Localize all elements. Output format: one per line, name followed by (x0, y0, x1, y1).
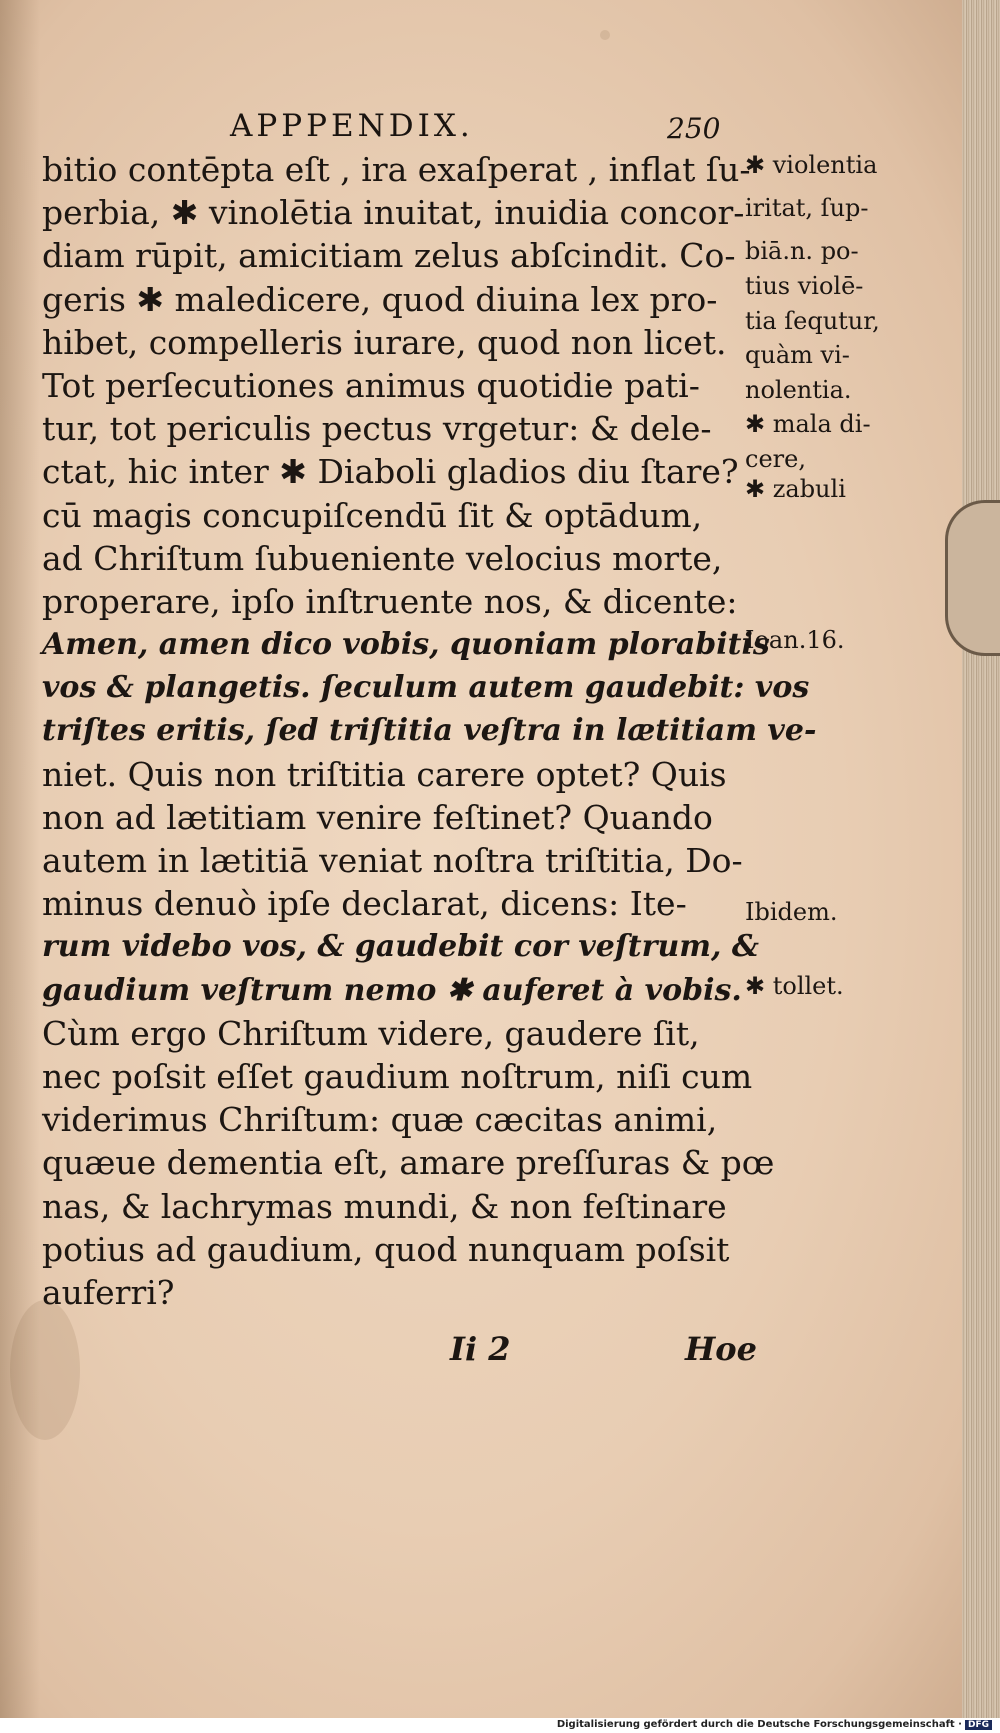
digitization-credit (557, 1719, 992, 1730)
text-line: ad Chriſtum ſubueniente velocius morte, (42, 538, 723, 578)
margin-note: iritat, ſup- (745, 194, 869, 223)
text-line: auferri? (42, 1272, 175, 1312)
text-line: non ad lætitiam venire feſtinet? Quando (42, 797, 713, 837)
text-line: minus denuò ipſe declarat, dicens: Ite- (42, 884, 687, 924)
text-line: potius ad gaudium, quod nunquam poſsit (42, 1229, 730, 1269)
margin-note: biā.n. po- (745, 237, 859, 266)
margin-note: ✱ violentia (745, 151, 878, 179)
signature-mark: Ii 2 (450, 1330, 511, 1368)
ink-spot (600, 30, 610, 40)
clasp-mark (945, 500, 1000, 656)
text-line: nas, & lachrymas mundi, & non feſtinare (42, 1186, 727, 1226)
text-line: hibet, compelleris iurare, quod non licet. (42, 322, 727, 362)
text-line: viderimus Chriſtum: quæ cæcitas animi, (42, 1100, 718, 1140)
text-line: Cùm ergo Chriſtum videre, gaudere ſit, (42, 1013, 700, 1053)
credit-text: Digitalisierung gefördert durch die Deutsche Forschungsgemeinschaft · (556, 1719, 962, 1730)
text-line: Amen, amen dico vobis, quoniam plorabitis (42, 627, 770, 663)
text-line: tur, tot periculis pectus vrgetur: & dele- (42, 409, 712, 449)
text-line: perbia, ✱ vinolētia inuitat, inuidia concor- (42, 193, 745, 233)
text-line: bitio contēpta eſt , ira exaſperat , inflat ſu- (42, 150, 751, 189)
margin-note: ✱ mala di- (745, 410, 871, 439)
text-line: triſtes eritis, ſed triſtitia veſtra in lætitiam ve- (42, 713, 817, 749)
margin-note: tius violē- (745, 271, 864, 300)
page-fore-edge (962, 0, 1000, 1718)
margin-note: ✱ tollet. (745, 971, 844, 1000)
text-line: rum videbo vos, & gaudebit cor veſtrum, & (42, 929, 759, 965)
text-line: Tot perſecutiones animus quotidie pati- (42, 365, 700, 405)
text-line: vos & plangetis. ſeculum autem gaudebit: vos (42, 670, 810, 706)
margin-note: tia ſequtur, (745, 306, 880, 335)
stain (10, 1300, 80, 1440)
margin-note: nolentia. (745, 375, 852, 404)
text-line: autem in lætitiā veniat noſtra triſtitia, Do- (42, 841, 743, 880)
page-number: 250 (667, 112, 721, 145)
margin-note: Ibidem. (745, 898, 838, 927)
text-line: ctat, hic inter ✱ Diaboli gladios diu ſtare? (42, 452, 739, 492)
catchword: Hoe (685, 1330, 757, 1368)
text-line: nec poſsit eſſet gaudium noſtrum, niſi cum (42, 1056, 753, 1096)
margin-note: ✱ zabuli (745, 475, 846, 503)
margin-note: Ioan.16. (745, 626, 845, 655)
text-line: niet. Quis non triſtitia carere optet? Quis (42, 754, 727, 794)
text-line: gaudium veſtrum nemo ✱ auferet à vobis. (42, 972, 742, 1008)
spine-shadow (0, 0, 40, 1718)
text-line: properare, ipſo inſtruente nos, & dicente: (42, 581, 738, 621)
margin-note: cere, (745, 444, 806, 473)
text-line: cū magis concupiſcendū ſit & optādum, (42, 495, 703, 535)
dfg-logo: DFG (965, 1720, 992, 1730)
text-line: diam rūpit, amicitiam zelus abſcindit. Co- (42, 236, 736, 276)
text-line: geris ✱ maledicere, quod diuina lex pro- (42, 279, 718, 319)
text-line: quæue dementia eſt, amare preſſuras & pœ (42, 1143, 775, 1183)
margin-note: quàm vi- (745, 341, 850, 370)
running-head: APPPENDIX. (230, 108, 474, 144)
